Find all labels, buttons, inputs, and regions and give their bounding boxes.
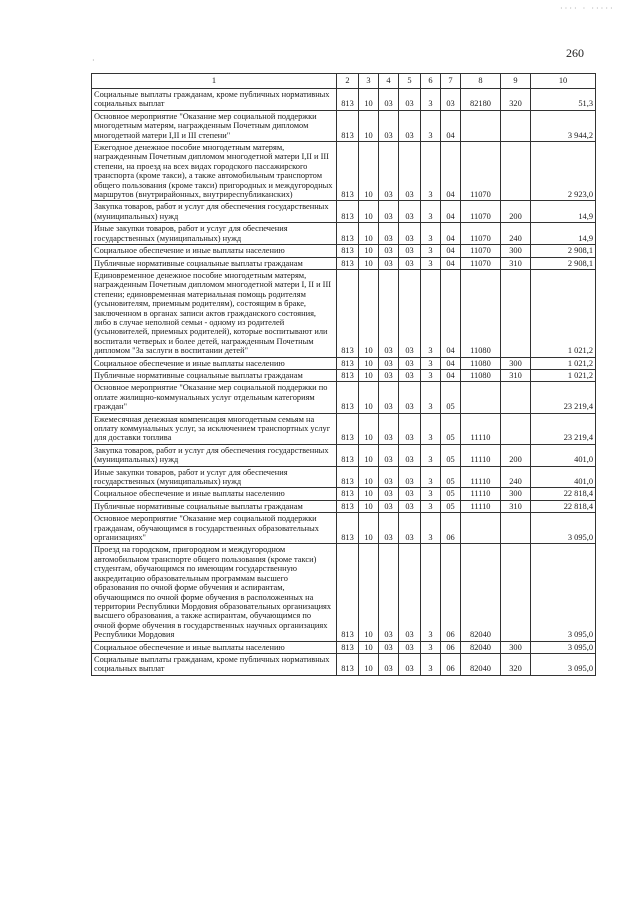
col-event: 05 [441, 413, 461, 444]
col-event: 06 [441, 641, 461, 653]
col-program: 03 [399, 142, 421, 201]
col-ministry: 813 [337, 488, 359, 500]
header-col-ministry: 2 [337, 74, 359, 89]
col-section: 10 [359, 201, 379, 223]
col-ministry: 813 [337, 257, 359, 269]
col-section: 10 [359, 110, 379, 141]
col-ministry: 813 [337, 89, 359, 111]
col-amount: 14,9 [531, 223, 596, 245]
col-subsection: 03 [379, 544, 399, 641]
col-name: Социальные выплаты гражданам, кроме публичных нормативных социальных выплат [92, 653, 337, 675]
table-row [92, 444, 596, 466]
header-col-amount: 10 [531, 74, 596, 89]
col-program: 03 [399, 413, 421, 444]
col-direction: 11070 [461, 257, 501, 269]
col-subprogram: 3 [421, 110, 441, 141]
col-amount: 3 095,0 [531, 544, 596, 641]
header-col-subprogram: 6 [421, 74, 441, 89]
col-expense-type [501, 142, 531, 201]
col-subsection: 03 [379, 413, 399, 444]
col-amount: 1 021,2 [531, 369, 596, 381]
col-expense-type: 310 [501, 257, 531, 269]
col-amount: 401,0 [531, 466, 596, 488]
col-subsection: 03 [379, 257, 399, 269]
col-subprogram: 3 [421, 513, 441, 544]
col-subsection: 03 [379, 245, 399, 257]
col-direction: 82180 [461, 89, 501, 111]
col-name: Иные закупки товаров, работ и услуг для обеспечения государственных (муниципальных) нужд [92, 223, 337, 245]
scan-mark: ···· · ····· [560, 4, 615, 13]
col-subsection: 03 [379, 382, 399, 413]
col-name: Социальное обеспечение и иные выплаты населению [92, 245, 337, 257]
col-expense-type: 300 [501, 245, 531, 257]
col-subprogram: 3 [421, 466, 441, 488]
col-amount: 1 021,2 [531, 357, 596, 369]
col-subsection: 03 [379, 513, 399, 544]
col-direction: 11070 [461, 245, 501, 257]
table-row [92, 357, 596, 369]
col-event: 04 [441, 369, 461, 381]
col-amount: 3 095,0 [531, 513, 596, 544]
col-program: 03 [399, 488, 421, 500]
col-expense-type [501, 110, 531, 141]
col-section: 10 [359, 641, 379, 653]
col-expense-type: 200 [501, 201, 531, 223]
col-subsection: 03 [379, 269, 399, 357]
table-body [92, 89, 596, 676]
col-name: Социальное обеспечение и иные выплаты населению [92, 357, 337, 369]
col-program: 03 [399, 641, 421, 653]
col-event: 03 [441, 89, 461, 111]
col-amount: 14,9 [531, 201, 596, 223]
col-direction: 11080 [461, 357, 501, 369]
col-program: 03 [399, 245, 421, 257]
col-name: Закупка товаров, работ и услуг для обеспечения государственных (муниципальных) нужд [92, 444, 337, 466]
col-name: Проезд на городском, пригородном и междугородном автомобильном транспорте общего пользования (кроме такси) студентам, обучающимся по имеющим государственную аккредитацию образовательным программам высшего образования по очной форме обучения и аспирантам, обучающимся по очной форме обучения в расположенных на территории Республики Мордовия образовательных организациях высшего образования, а также аспирантам, обучающимся по очной форме обучения в государственных научных организациях Республики Мордовия [92, 544, 337, 641]
col-event: 05 [441, 382, 461, 413]
col-name: Основное мероприятие "Оказание мер социальной поддержки гражданам, обучающимся в государственных образовательных организациях" [92, 513, 337, 544]
col-event: 06 [441, 544, 461, 641]
page-number: 260 [566, 46, 584, 60]
col-subprogram: 3 [421, 382, 441, 413]
col-direction: 11110 [461, 488, 501, 500]
col-subsection: 03 [379, 653, 399, 675]
col-subprogram: 3 [421, 500, 441, 512]
col-ministry: 813 [337, 500, 359, 512]
col-expense-type [501, 544, 531, 641]
col-amount: 2 908,1 [531, 257, 596, 269]
col-section: 10 [359, 269, 379, 357]
col-name: Основное мероприятие "Оказание мер социальной поддержки по оплате жилищно-коммунальных услуг отдельным категориям граждан" [92, 382, 337, 413]
col-expense-type [501, 269, 531, 357]
col-amount: 1 021,2 [531, 269, 596, 357]
header-col-program: 5 [399, 74, 421, 89]
col-ministry: 813 [337, 245, 359, 257]
col-program: 03 [399, 466, 421, 488]
col-subprogram: 3 [421, 369, 441, 381]
col-program: 03 [399, 357, 421, 369]
col-subprogram: 3 [421, 245, 441, 257]
col-ministry: 813 [337, 641, 359, 653]
col-ministry: 813 [337, 653, 359, 675]
col-ministry: 813 [337, 382, 359, 413]
col-name: Ежегодное денежное пособие многодетным матерям, награжденным Почетным дипломом многодетной матери I,II и III степени, на проезд на всех видах городского пассажирского транспорта (кроме такси), а также автомобильным транспортом общего пользования (кроме такси) пригородных и междугородных маршрутов (внутрирайонных, внутриреспубликанских) [92, 142, 337, 201]
col-expense-type: 200 [501, 444, 531, 466]
table-row [92, 245, 596, 257]
col-name: Публичные нормативные социальные выплаты гражданам [92, 257, 337, 269]
col-subsection: 03 [379, 641, 399, 653]
col-name: Ежемесячная денежная компенсация многодетным семьям на оплату коммунальных услуг, за исключением транспортных услуг для доставки топлива [92, 413, 337, 444]
table-row [92, 466, 596, 488]
col-amount: 401,0 [531, 444, 596, 466]
col-subprogram: 3 [421, 142, 441, 201]
col-subprogram: 3 [421, 201, 441, 223]
col-amount: 22 818,4 [531, 500, 596, 512]
col-program: 03 [399, 110, 421, 141]
col-section: 10 [359, 89, 379, 111]
col-section: 10 [359, 382, 379, 413]
col-direction: 11070 [461, 142, 501, 201]
col-ministry: 813 [337, 513, 359, 544]
col-expense-type [501, 413, 531, 444]
col-event: 04 [441, 223, 461, 245]
col-ministry: 813 [337, 223, 359, 245]
col-ministry: 813 [337, 142, 359, 201]
col-ministry: 813 [337, 110, 359, 141]
col-event: 05 [441, 500, 461, 512]
col-subprogram: 3 [421, 544, 441, 641]
col-program: 03 [399, 89, 421, 111]
col-subprogram: 3 [421, 89, 441, 111]
col-section: 10 [359, 257, 379, 269]
col-program: 03 [399, 500, 421, 512]
table-row [92, 223, 596, 245]
col-amount: 3 095,0 [531, 641, 596, 653]
col-subsection: 03 [379, 142, 399, 201]
col-amount: 23 219,4 [531, 413, 596, 444]
col-ministry: 813 [337, 201, 359, 223]
col-event: 04 [441, 257, 461, 269]
col-section: 10 [359, 444, 379, 466]
col-amount: 2 923,0 [531, 142, 596, 201]
col-subprogram: 3 [421, 488, 441, 500]
col-direction: 11080 [461, 269, 501, 357]
col-subsection: 03 [379, 444, 399, 466]
col-subprogram: 3 [421, 641, 441, 653]
table-row [92, 269, 596, 357]
col-program: 03 [399, 223, 421, 245]
col-amount: 23 219,4 [531, 382, 596, 413]
col-ministry: 813 [337, 413, 359, 444]
col-section: 10 [359, 245, 379, 257]
budget-table [91, 73, 596, 676]
table-row [92, 382, 596, 413]
col-event: 04 [441, 142, 461, 201]
col-section: 10 [359, 513, 379, 544]
col-amount: 51,3 [531, 89, 596, 111]
col-program: 03 [399, 444, 421, 466]
col-amount: 22 818,4 [531, 488, 596, 500]
table-row [92, 653, 596, 675]
col-section: 10 [359, 544, 379, 641]
col-expense-type [501, 513, 531, 544]
table-header-row [92, 74, 596, 89]
col-ministry: 813 [337, 357, 359, 369]
col-direction: 82040 [461, 544, 501, 641]
col-subprogram: 3 [421, 444, 441, 466]
col-ministry: 813 [337, 369, 359, 381]
col-section: 10 [359, 466, 379, 488]
col-name: Социальное обеспечение и иные выплаты населению [92, 641, 337, 653]
col-name: Иные закупки товаров, работ и услуг для обеспечения государственных (муниципальных) нужд [92, 466, 337, 488]
col-section: 10 [359, 369, 379, 381]
table-row [92, 201, 596, 223]
header-col-event: 7 [441, 74, 461, 89]
col-expense-type: 320 [501, 89, 531, 111]
col-program: 03 [399, 201, 421, 223]
col-expense-type: 310 [501, 369, 531, 381]
col-expense-type: 300 [501, 488, 531, 500]
table-row [92, 369, 596, 381]
table-row [92, 513, 596, 544]
table-row [92, 500, 596, 512]
col-ministry: 813 [337, 466, 359, 488]
col-event: 04 [441, 245, 461, 257]
col-ministry: 813 [337, 544, 359, 641]
col-expense-type: 240 [501, 223, 531, 245]
table-row [92, 89, 596, 111]
table-row [92, 544, 596, 641]
col-program: 03 [399, 369, 421, 381]
col-expense-type: 240 [501, 466, 531, 488]
col-program: 03 [399, 653, 421, 675]
col-name: Публичные нормативные социальные выплаты гражданам [92, 369, 337, 381]
col-subprogram: 3 [421, 223, 441, 245]
col-ministry: 813 [337, 444, 359, 466]
col-subsection: 03 [379, 466, 399, 488]
col-section: 10 [359, 142, 379, 201]
col-section: 10 [359, 357, 379, 369]
col-expense-type [501, 382, 531, 413]
col-subprogram: 3 [421, 257, 441, 269]
col-subsection: 03 [379, 201, 399, 223]
col-name: Публичные нормативные социальные выплаты гражданам [92, 500, 337, 512]
col-subsection: 03 [379, 110, 399, 141]
col-program: 03 [399, 513, 421, 544]
col-section: 10 [359, 488, 379, 500]
col-direction: 11110 [461, 413, 501, 444]
col-direction: 11110 [461, 500, 501, 512]
col-direction: 82040 [461, 641, 501, 653]
col-event: 06 [441, 513, 461, 544]
col-subsection: 03 [379, 369, 399, 381]
col-section: 10 [359, 500, 379, 512]
col-name: Закупка товаров, работ и услуг для обеспечения государственных (муниципальных) нужд [92, 201, 337, 223]
col-amount: 3 095,0 [531, 653, 596, 675]
header-col-expense-type: 9 [501, 74, 531, 89]
col-name: Основное мероприятие "Оказание мер социальной поддержки многодетным матерям, награжденным Почетным дипломом многодетной матери I,II и III степени" [92, 110, 337, 141]
col-amount: 3 944,2 [531, 110, 596, 141]
col-direction [461, 110, 501, 141]
col-event: 06 [441, 653, 461, 675]
col-section: 10 [359, 223, 379, 245]
col-direction: 82040 [461, 653, 501, 675]
col-section: 10 [359, 413, 379, 444]
table-row [92, 488, 596, 500]
col-direction [461, 513, 501, 544]
col-subsection: 03 [379, 488, 399, 500]
col-direction: 11110 [461, 466, 501, 488]
col-expense-type: 300 [501, 641, 531, 653]
col-section: 10 [359, 653, 379, 675]
header-col-section: 3 [359, 74, 379, 89]
col-ministry: 813 [337, 269, 359, 357]
col-direction: 11070 [461, 201, 501, 223]
table-row [92, 413, 596, 444]
col-subsection: 03 [379, 89, 399, 111]
col-direction: 11110 [461, 444, 501, 466]
col-direction: 11070 [461, 223, 501, 245]
col-event: 04 [441, 201, 461, 223]
col-subprogram: 3 [421, 269, 441, 357]
col-subsection: 03 [379, 500, 399, 512]
table-row [92, 142, 596, 201]
table-row [92, 257, 596, 269]
col-event: 05 [441, 488, 461, 500]
col-subsection: 03 [379, 223, 399, 245]
table-row [92, 110, 596, 141]
header-col-name: 1 [92, 74, 337, 89]
col-expense-type: 300 [501, 357, 531, 369]
col-program: 03 [399, 269, 421, 357]
col-expense-type: 310 [501, 500, 531, 512]
header-col-subsection: 4 [379, 74, 399, 89]
col-name: Социальные выплаты гражданам, кроме публичных нормативных социальных выплат [92, 89, 337, 111]
col-subsection: 03 [379, 357, 399, 369]
col-program: 03 [399, 382, 421, 413]
col-subprogram: 3 [421, 413, 441, 444]
col-event: 04 [441, 110, 461, 141]
col-event: 05 [441, 466, 461, 488]
col-amount: 2 908,1 [531, 245, 596, 257]
col-subprogram: 3 [421, 653, 441, 675]
col-expense-type: 320 [501, 653, 531, 675]
col-direction [461, 382, 501, 413]
col-program: 03 [399, 544, 421, 641]
col-program: 03 [399, 257, 421, 269]
scan-dot: · [92, 56, 95, 65]
col-name: Единовременное денежное пособие многодетным матерям, награжденным Почетным дипломом многодетной матери I, II и III степени; единовременная материальная помощь родителям (усыновителям, приемным родителям), состоящим в браке, заключенном в органах записи актов гражданского состояния, либо в случае неполной семьи - одному из родителей (усыновителей, приемных родителей), которые воспитывают или воспитали четверых и более детей, награжденным Почетным дипломом "За заслуги в воспитании детей" [92, 269, 337, 357]
col-event: 04 [441, 269, 461, 357]
col-event: 04 [441, 357, 461, 369]
table-row [92, 641, 596, 653]
col-name: Социальное обеспечение и иные выплаты населению [92, 488, 337, 500]
col-direction: 11080 [461, 369, 501, 381]
header-col-direction: 8 [461, 74, 501, 89]
col-event: 05 [441, 444, 461, 466]
col-subprogram: 3 [421, 357, 441, 369]
